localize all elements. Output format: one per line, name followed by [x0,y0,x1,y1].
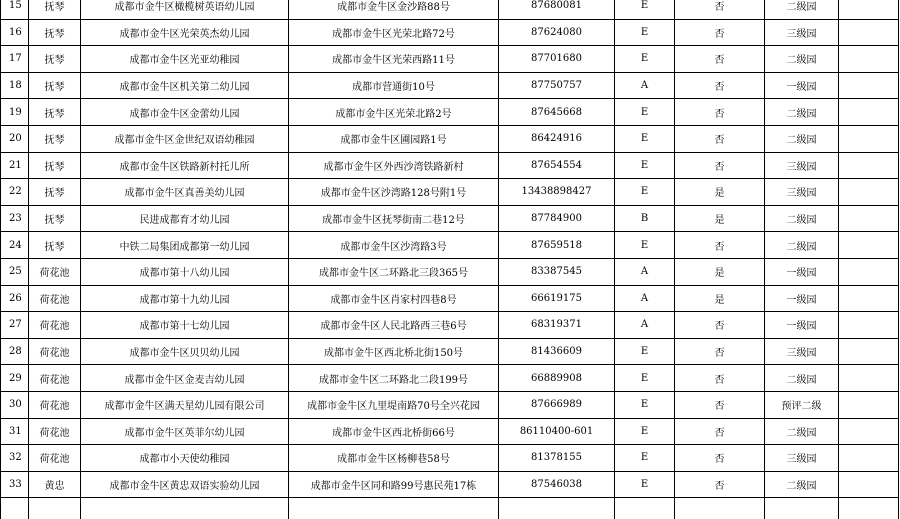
cell-kindergarten-name: 民进成都育才幼儿园 [81,205,289,232]
cell-number: 16 [1,19,29,46]
cell-empty [839,0,899,19]
cell-flag: 否 [675,471,765,498]
cell-area: 抚琴 [29,72,81,99]
cell-area: 黄忠 [29,471,81,498]
cell-empty [839,285,899,312]
cell-level: 三级园 [765,152,839,179]
cell-flag: 否 [675,445,765,472]
cell-phone: 87654554 [499,152,615,179]
cell-level: 三级园 [765,338,839,365]
cell-flag [675,498,765,519]
table-row [1,471,899,498]
cell-phone: 86424916 [499,125,615,152]
cell-number: 26 [1,285,29,312]
cell-flag: 否 [675,125,765,152]
cell-area: 抚琴 [29,152,81,179]
cell-address: 成都市金牛区二环路北三段365号 [289,258,499,285]
table-row [1,0,899,19]
cell-address: 成都市金牛区同和路99号惠民苑17栋 [289,471,499,498]
cell-kindergarten-name: 成都市小天使幼稚园 [81,445,289,472]
cell-area: 抚琴 [29,0,81,19]
cell-phone [499,498,615,519]
table-row [1,205,899,232]
cell-kindergarten-name: 成都市第十八幼儿园 [81,258,289,285]
cell-area: 荷花池 [29,285,81,312]
cell-flag: 否 [675,152,765,179]
cell-area: 抚琴 [29,99,81,126]
cell-number: 29 [1,365,29,392]
cell-phone: 87624080 [499,19,615,46]
cell-empty [839,312,899,339]
cell-grade: E [615,338,675,365]
cell-kindergarten-name: 成都市金牛区满天星幼儿园有限公司 [81,391,289,418]
table-row [1,179,899,206]
cell-phone: 81436609 [499,338,615,365]
cell-area [29,498,81,519]
cell-grade: A [615,72,675,99]
table-row [1,365,899,392]
cell-level: 二级园 [765,99,839,126]
cell-empty [839,258,899,285]
cell-flag: 否 [675,338,765,365]
cell-area: 荷花池 [29,445,81,472]
cell-address: 成都市金牛区肖家村四巷8号 [289,285,499,312]
cell-grade: A [615,258,675,285]
cell-level: 一级园 [765,72,839,99]
cell-area: 荷花池 [29,312,81,339]
cell-flag: 否 [675,99,765,126]
cell-address: 成都市金牛区外西沙湾铁路新村 [289,152,499,179]
cell-grade [615,498,675,519]
cell-address: 成都市金牛区沙湾路128号附1号 [289,179,499,206]
cell-number: 22 [1,179,29,206]
cell-kindergarten-name: 成都市金牛区橄榄树英语幼儿园 [81,0,289,19]
cell-phone: 87701680 [499,46,615,73]
cell-area: 抚琴 [29,205,81,232]
cell-kindergarten-name: 成都市金牛区金麦吉幼儿园 [81,365,289,392]
cell-phone: 87784900 [499,205,615,232]
cell-level: 三级园 [765,19,839,46]
cell-number: 15 [1,0,29,19]
cell-flag: 否 [675,391,765,418]
cell-empty [839,338,899,365]
cell-phone: 87645668 [499,99,615,126]
cell-level: 二级园 [765,365,839,392]
table-row [1,125,899,152]
cell-number: 17 [1,46,29,73]
cell-kindergarten-name: 成都市金牛区英菲尔幼儿园 [81,418,289,445]
cell-phone: 68319371 [499,312,615,339]
cell-kindergarten-name: 成都市金牛区贝贝幼儿园 [81,338,289,365]
cell-address: 成都市金牛区光荣北路72号 [289,19,499,46]
cell-number: 30 [1,391,29,418]
cell-kindergarten-name [81,498,289,519]
cell-grade: E [615,152,675,179]
table-row [1,232,899,259]
cell-grade: B [615,205,675,232]
cell-flag: 是 [675,179,765,206]
table-row [1,99,899,126]
cell-address: 成都市金牛区光荣北路2号 [289,99,499,126]
cell-grade: A [615,285,675,312]
cell-number: 20 [1,125,29,152]
cell-number: 24 [1,232,29,259]
cell-level: 一级园 [765,258,839,285]
cell-address: 成都市金牛区杨柳巷58号 [289,445,499,472]
cell-number: 31 [1,418,29,445]
cell-flag: 是 [675,258,765,285]
table-body [1,0,899,519]
table-row [1,498,899,519]
cell-empty [839,232,899,259]
cell-empty [839,72,899,99]
cell-grade: E [615,99,675,126]
cell-phone: 87750757 [499,72,615,99]
cell-empty [839,391,899,418]
cell-area: 荷花池 [29,365,81,392]
cell-phone: 83387545 [499,258,615,285]
cell-address: 成都市金牛区圃园路1号 [289,125,499,152]
cell-flag: 否 [675,418,765,445]
cell-address: 成都市金牛区抚琴街南二巷12号 [289,205,499,232]
cell-level: 一级园 [765,285,839,312]
cell-address: 成都市金牛区光荣西路11号 [289,46,499,73]
cell-area: 荷花池 [29,258,81,285]
cell-grade: E [615,19,675,46]
cell-flag: 否 [675,46,765,73]
cell-empty [839,152,899,179]
cell-address [289,498,499,519]
table-row [1,312,899,339]
cell-level: 二级园 [765,0,839,19]
cell-phone: 87546038 [499,471,615,498]
cell-empty [839,418,899,445]
cell-phone: 87666989 [499,391,615,418]
cell-kindergarten-name: 成都市金牛区光亚幼稚园 [81,46,289,73]
cell-grade: E [615,0,675,19]
cell-phone: 87659518 [499,232,615,259]
cell-area: 荷花池 [29,338,81,365]
cell-grade: E [615,125,675,152]
cell-kindergarten-name: 成都市金牛区光荣英杰幼儿园 [81,19,289,46]
cell-address: 成都市金牛区人民北路西三巷6号 [289,312,499,339]
table-row [1,418,899,445]
cell-address: 成都市营通街10号 [289,72,499,99]
cell-level: 二级园 [765,205,839,232]
cell-flag: 否 [675,19,765,46]
cell-level: 二级园 [765,418,839,445]
cell-grade: E [615,471,675,498]
cell-flag: 否 [675,0,765,19]
cell-number: 23 [1,205,29,232]
cell-address: 成都市金牛区二环路北二段199号 [289,365,499,392]
cell-area: 抚琴 [29,179,81,206]
cell-empty [839,471,899,498]
cell-number: 21 [1,152,29,179]
cell-flag: 是 [675,285,765,312]
cell-area: 荷花池 [29,418,81,445]
cell-grade: E [615,365,675,392]
cell-phone: 86110400-601 [499,418,615,445]
cell-empty [839,205,899,232]
table-row [1,391,899,418]
cell-level: 三级园 [765,179,839,206]
cell-number: 19 [1,99,29,126]
cell-level: 二级园 [765,232,839,259]
table-row [1,19,899,46]
cell-kindergarten-name: 成都市第十七幼儿园 [81,312,289,339]
cell-flag: 否 [675,312,765,339]
cell-number: 28 [1,338,29,365]
cell-kindergarten-name: 成都市金牛区机关第二幼儿园 [81,72,289,99]
cell-phone: 66619175 [499,285,615,312]
table-row [1,445,899,472]
cell-kindergarten-name: 成都市金牛区金世纪双语幼稚园 [81,125,289,152]
cell-number: 33 [1,471,29,498]
cell-address: 成都市金牛区金沙路88号 [289,0,499,19]
cell-level: 三级园 [765,445,839,472]
cell-number [1,498,29,519]
cell-grade: A [615,312,675,339]
cell-grade: E [615,445,675,472]
cell-grade: E [615,232,675,259]
cell-kindergarten-name: 成都市金牛区黄忠双语实验幼儿园 [81,471,289,498]
cell-empty [839,498,899,519]
cell-address: 成都市金牛区九里堤南路70号全兴花园 [289,391,499,418]
cell-area: 荷花池 [29,391,81,418]
cell-level: 二级园 [765,46,839,73]
cell-level [765,498,839,519]
cell-empty [839,445,899,472]
cell-level: 二级园 [765,125,839,152]
cell-empty [839,46,899,73]
cell-phone: 81378155 [499,445,615,472]
cell-kindergarten-name: 成都市金牛区铁路新村托儿所 [81,152,289,179]
cell-area: 抚琴 [29,46,81,73]
cell-flag: 否 [675,72,765,99]
cell-number: 27 [1,312,29,339]
cell-address: 成都市金牛区西北桥北街150号 [289,338,499,365]
cell-number: 25 [1,258,29,285]
cell-empty [839,99,899,126]
cell-grade: E [615,391,675,418]
cell-empty [839,179,899,206]
cell-level: 一级园 [765,312,839,339]
cell-area: 抚琴 [29,19,81,46]
table-row [1,72,899,99]
cell-level: 二级园 [765,471,839,498]
table-row [1,46,899,73]
cell-kindergarten-name: 成都市金牛区金蕾幼儿园 [81,99,289,126]
cell-number: 32 [1,445,29,472]
cell-flag: 否 [675,365,765,392]
cell-address: 成都市金牛区西北桥街66号 [289,418,499,445]
cell-grade: E [615,418,675,445]
cell-empty [839,125,899,152]
cell-phone: 87680081 [499,0,615,19]
cell-empty [839,365,899,392]
cell-grade: E [615,179,675,206]
cell-kindergarten-name: 成都市第十九幼儿园 [81,285,289,312]
cell-flag: 否 [675,232,765,259]
cell-kindergarten-name: 中铁二局集团成都第一幼儿园 [81,232,289,259]
table-row [1,285,899,312]
cell-area: 抚琴 [29,232,81,259]
cell-grade: E [615,46,675,73]
cell-phone: 13438898427 [499,179,615,206]
cell-level: 预评二级 [765,391,839,418]
cell-kindergarten-name: 成都市金牛区真善美幼儿园 [81,179,289,206]
cell-empty [839,19,899,46]
cell-address: 成都市金牛区沙湾路3号 [289,232,499,259]
table-row [1,152,899,179]
cell-number: 18 [1,72,29,99]
cell-flag: 是 [675,205,765,232]
table-row [1,258,899,285]
cell-area: 抚琴 [29,125,81,152]
table-row [1,338,899,365]
cell-phone: 66889908 [499,365,615,392]
